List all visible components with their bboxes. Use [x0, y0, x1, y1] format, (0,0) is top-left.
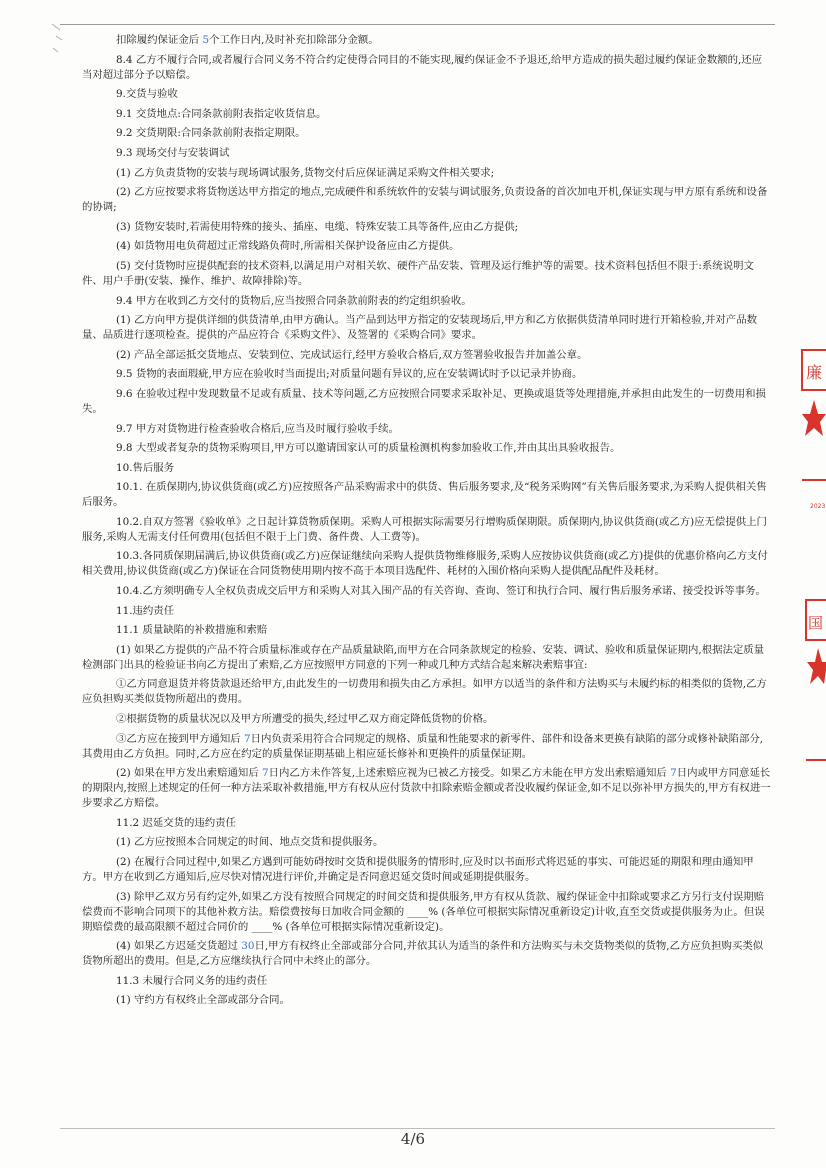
- paragraph-p27: ②根据货物的质量状况以及甲方所遭受的损失,经过甲乙双方商定降低货物的价格。: [116, 713, 494, 726]
- section-heading: 10.售后服务: [116, 461, 175, 474]
- paragraph-p5: 9.3 现场交付与安装调试: [116, 146, 230, 159]
- scan-mark-icon: [50, 22, 74, 62]
- paragraph-p26: ①乙方同意退货并将货款退还给甲方,由此发生的一切费用和损失由乙方承担。如甲方以适当的条件和方法购买与未履约标的相类似的货物,乙方应负担购买类似货物所超出的费用。: [82, 678, 767, 706]
- paragraph-p6: (1) 乙方负责货物的安装与现场调试服务,货物交付后应保证满足采购文件相关要求;: [116, 166, 495, 179]
- paragraph-p14: 9.5 货物的表面瑕疵,甲方应在验收时当面提出;对质量问题有异议的,应在安装调试时予以记录并协商。: [116, 368, 583, 381]
- paragraph-p21: 10.3.各同质保期届满后,协议供货商(或乙方)应保证继续向采购人提供货物维修服务,采购人应按协议供货商(或乙方)提供的优惠价格向乙方支付相关费用,协议供货商(或乙方)保证在合同货物使用期内按不高于本项目选配件、耗材的入围价格向采购人提供配品配件及耗材。: [82, 550, 768, 578]
- svg-text:国: 国: [808, 614, 824, 632]
- document-body: [82, 33, 772, 1013]
- paragraph-p29: (2) 如果在甲方发出索赔通知后 7日内乙方未作答复,上述索赔应视为已被乙方接受。如果乙方未能在甲方发出索赔通知后 7日内或甲方同意延长的期限内,按照上述规定的任何一种方法采取补救措施,甲方有权从应付货款中扣除索赔金额或者没收履约保证金,如不足以弥补甲方损失的,甲方有权进一步要求乙方赔偿。: [82, 767, 771, 810]
- bottom-rule: [60, 1128, 775, 1129]
- paragraph-p33: (3) 除甲乙双方另有约定外,如果乙方没有按照合同规定的时间交货和提供服务,甲方有权从货款、履约保证金中扣除或要求乙方另行支付误期赔偿费而不影响合同项下的其他补救方法。赔偿费按每日加收合同金额的 ____% (各单位可根据实际情况重新设定)计收,直至交货或提供服务为止。但误期赔偿费的最高限额不超过合同价的 ____% (各单位可根据实际情况重新设定)。: [82, 890, 765, 933]
- paragraph-p22: 10.4.乙方须明确专人全权负责成交后甲方和采购人对其入围产品的有关咨询、查询、签订和执行合同、履行售后服务承诺、接受投诉等事务。: [116, 585, 766, 598]
- paragraph-p3: 9.1 交货地点:合同条款前附表指定收货信息。: [116, 107, 327, 120]
- paragraph-p36: (1) 守约方有权终止全部或部分合同。: [116, 994, 290, 1007]
- paragraph-p17: 9.8 大型或者复杂的货物采购项目,甲方可以邀请国家认可的质量检测机构参加验收工作,并由其出具验收报告。: [116, 442, 621, 455]
- paragraph-p31: (1) 乙方应按照本合同规定的时间、地点交货和提供服务。: [116, 836, 384, 849]
- paragraph-p4: 9.2 交货期限:合同条款前附表指定期限。: [116, 127, 306, 140]
- paragraph-p20: 10.2.自双方签署《验收单》之日起计算货物质保期。采购人可根据实际需要另行增购质保期限。质保期内,协议供货商(或乙方)应无偿提供上门服务,采购人无需支付任何费用(包括但不限于上门费、备件费、人工费等)。: [82, 515, 767, 543]
- paragraph-p24: 11.1 质量缺陷的补救措施和索赔: [116, 624, 268, 637]
- paragraph-p16: 9.7 甲方对货物进行检查验收合格后,应当及时履行验收手续。: [116, 422, 399, 435]
- svg-text:廉: 廉: [806, 363, 823, 382]
- page-number: 4/6: [400, 1130, 426, 1148]
- paragraph-p19: 10.1. 在质保期内,协议供货商(或乙方)应按照各产品采购需求中的供货、售后服务要求,及“税务采购网”有关售后服务要求,为采购人提供相关售后服务。: [82, 481, 767, 509]
- paragraph-p30: 11.2 迟延交货的违约责任: [116, 816, 236, 829]
- paragraph-p35: 11.3 未履行合同义务的违约责任: [116, 974, 268, 987]
- paragraph-p32: (2) 在履行合同过程中,如果乙方遇到可能妨碍按时交货和提供服务的情形时,应及时以书面形式将迟延的事实、可能迟延的期限和理由通知甲方。甲方在收到乙方通知后,应尽快对情况进行评价,并确定是否同意迟延交货时间或延期提供服务。: [82, 856, 754, 883]
- paragraph-p1: 8.4 乙方不履行合同,或者履行合同义务不符合约定使得合同目的不能实现,履约保证金不予退还,给甲方造成的损失超过履约保证金数额的,还应当对超过部分予以赔偿。: [82, 53, 763, 81]
- paragraph-p13: (2) 产品全部运抵交货地点、安装到位、完成试运行,经甲方验收合格后,双方签署验收报告并加盖公章。: [116, 348, 588, 361]
- section-heading: 9.交货与验收: [116, 88, 178, 101]
- paragraph-p12: (1) 乙方向甲方提供详细的供货清单,由甲方确认。当产品到达甲方指定的安装现场后,甲方和乙方依据供货清单同时进行开箱检验,并对产品数量、品质进行逐项检查。提供的产品应符合《采购文件》、及签署的《采购合同》要求。: [82, 314, 757, 342]
- paragraph-p15: 9.6 在验收过程中发现数量不足或有质量、技术等问题,乙方应按照合同要求采取补足、更换或退货等处理措施,并承担由此发生的一切费用和损失。: [82, 387, 766, 415]
- top-rule: [60, 24, 775, 25]
- paragraph-p0: 扣除履约保证金后 5个工作日内,及时补充扣除部分金额。: [116, 34, 379, 46]
- paragraph-p8: (3) 货物安装时,若需使用特殊的接头、插座、电缆、特殊安装工具等备件,应由乙方提供;: [116, 220, 519, 233]
- paragraph-p34: (4) 如果乙方迟延交货超过 30日,甲方有权终止全部或部分合同,并依其认为适当的条件和方法购买与未交货物类似的货物,乙方应负担购买类似货物所超出的费用。但是,乙方应继续执行合同中未终止的部分。: [82, 940, 764, 968]
- paragraph-p25: (1) 如果乙方提供的产品不符合质量标准或存在产品质量缺陷,而甲方在合同条款规定的检验、安装、调试、验收和质量保证期内,根据法定质量检测部门出具的检验证书向乙方提出了索赔,乙方应按照甲方同意的下列一种或几种方式结合起来解决索赔事宜:: [82, 643, 765, 671]
- section-heading: 11.违约责任: [116, 604, 175, 617]
- svg-text:2023: 2023: [810, 503, 826, 510]
- paragraph-p10: (5) 交付货物时应提供配套的技术资料,以满足用户对相关软、硬件产品安装、管理及运行维护等的需要。技术资料包括但不限于:系统说明文件、用户手册(安装、操作、维护、故障排除)等。: [82, 259, 754, 287]
- paragraph-p11: 9.4 甲方在收到乙方交付的货物后,应当按照合同条款前附表的约定组织验收。: [116, 294, 472, 307]
- seal-stamp-icon: [788, 330, 826, 790]
- paragraph-p9: (4) 如货物用电负荷超过正常线路负荷时,所需相关保护设备应由乙方提供。: [116, 240, 460, 253]
- paragraph-p28: ③乙方应在接到甲方通知后 7日内负责采用符合合同规定的规格、质量和性能要求的新零件、部件和设备来更换有缺陷的部分或修补缺陷部分,其费用由乙方负担。同时,乙方应在约定的质量保证期基础上相应延长修补和更换件的质量保证期。: [82, 732, 764, 760]
- paragraph-p7: (2) 乙方应按要求将货物送达甲方指定的地点,完成硬件和系统软件的安装与调试服务,负责设备的首次加电开机,保证实现与甲方原有系统和设备的协调;: [82, 186, 768, 214]
